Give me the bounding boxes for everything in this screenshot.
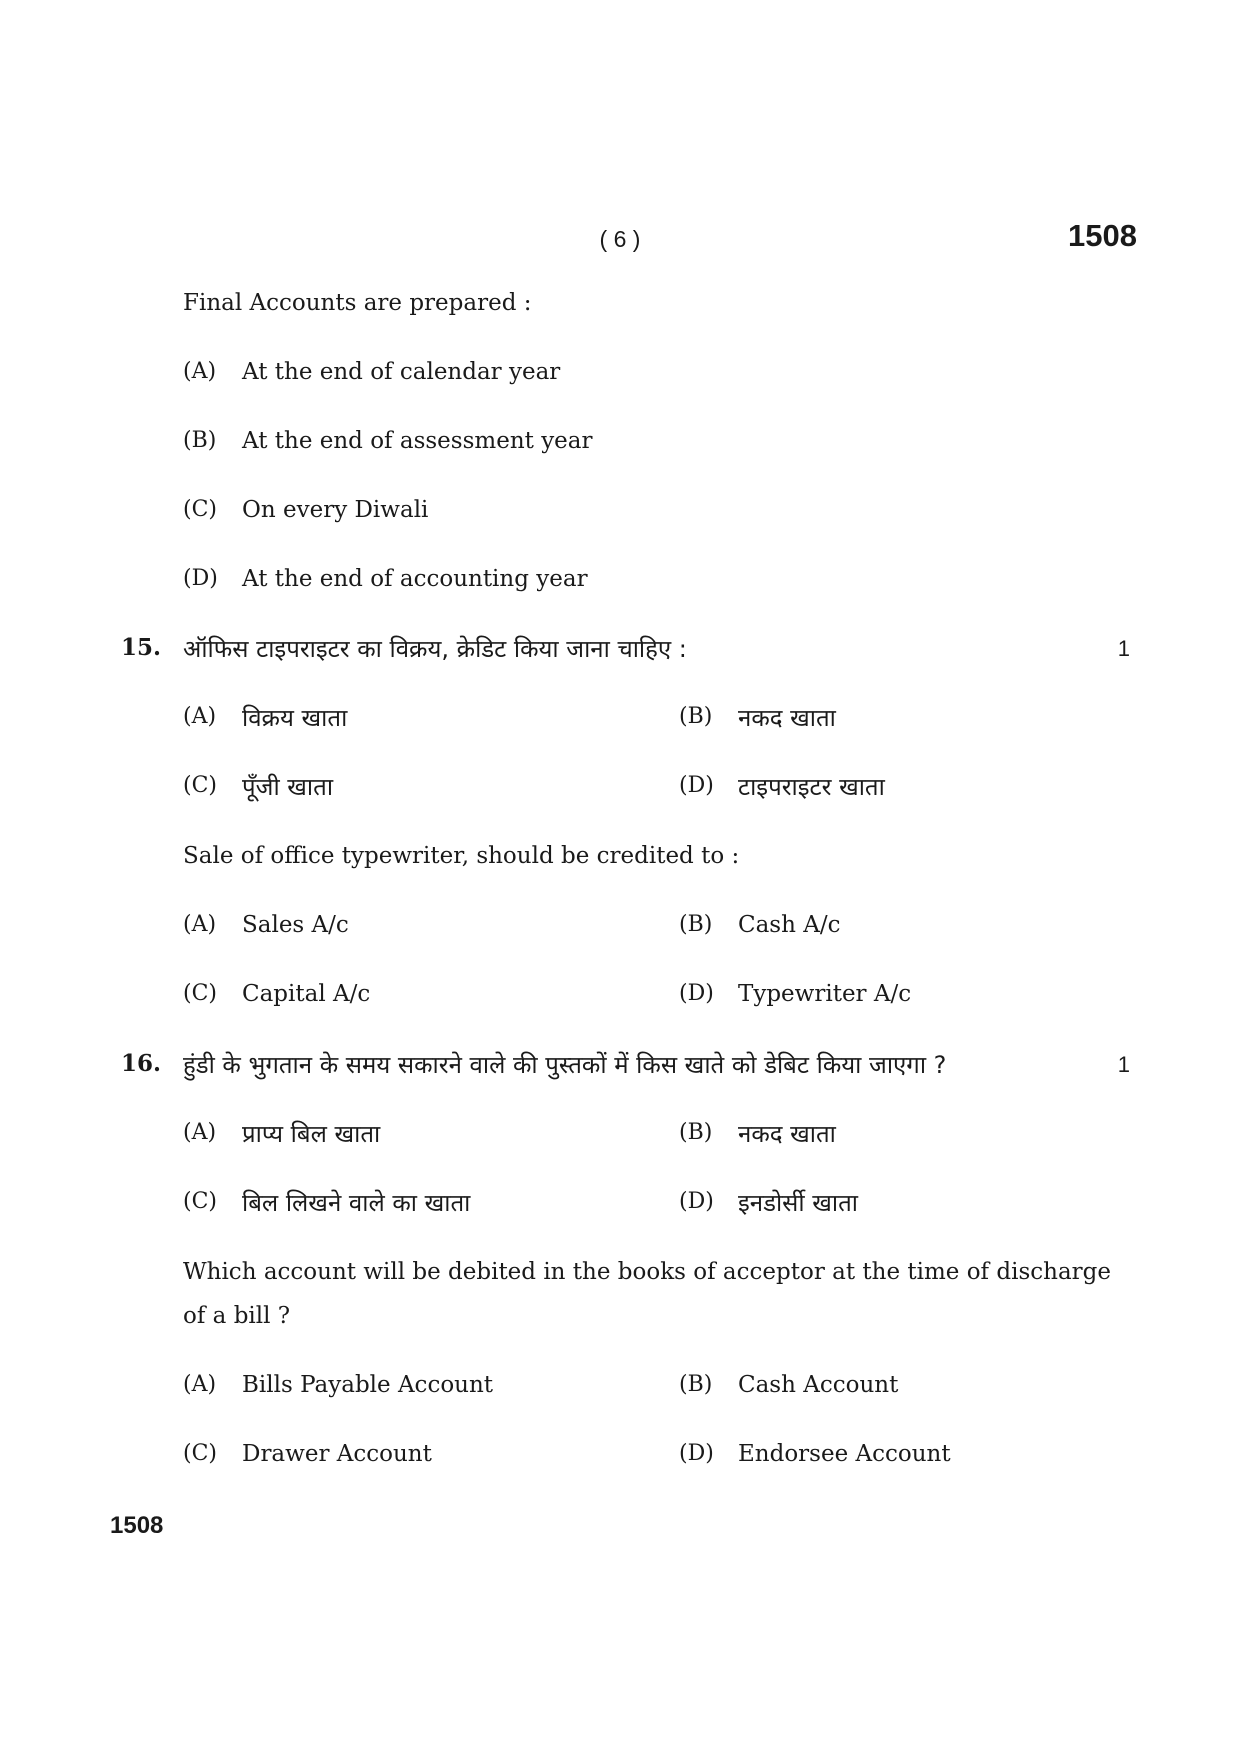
option-text: पूँजी खाता: [242, 773, 334, 801]
option-letter: (B): [679, 704, 713, 729]
option-text: Endorsee Account: [738, 1441, 951, 1467]
q16-question-hi: हुंडी के भुगतान के समय सकारने वाले की पुस्तकों में किस खाते को डेबिट किया जाएगा ?: [183, 1051, 947, 1079]
option-text: Bills Payable Account: [242, 1372, 494, 1398]
paper-code-header: 1508: [1068, 218, 1137, 253]
option-text: Cash Account: [738, 1372, 899, 1398]
question-number: 16.: [121, 1050, 162, 1077]
option-letter: (B): [679, 1120, 713, 1145]
option-letter: (C): [183, 1441, 217, 1466]
option-text: Typewriter A/c: [738, 981, 912, 1007]
question-number: 15.: [121, 634, 162, 661]
q14-question-en: Final Accounts are prepared :: [183, 290, 532, 316]
option-text: At the end of calendar year: [242, 359, 561, 385]
option-letter: (C): [183, 497, 217, 522]
q15-question-hi: ऑफिस टाइपराइटर का विक्रय, क्रेडिट किया जाना चाहिए :: [183, 635, 687, 663]
option-text: At the end of accounting year: [242, 566, 588, 592]
option-letter: (C): [183, 1189, 217, 1214]
option-text: टाइपराइटर खाता: [738, 773, 885, 801]
option-letter: (A): [183, 1372, 217, 1397]
option-letter: (D): [679, 1441, 714, 1466]
option-text: विक्रय खाता: [242, 704, 348, 732]
q15-question-en: Sale of office typewriter, should be credited to :: [183, 843, 740, 869]
option-letter: (A): [183, 912, 217, 937]
option-text: नकद खाता: [738, 1120, 836, 1148]
option-letter: (D): [183, 566, 218, 591]
option-letter: (B): [183, 428, 217, 453]
option-text: At the end of assessment year: [242, 428, 593, 454]
option-letter: (C): [183, 981, 217, 1006]
option-letter: (C): [183, 773, 217, 798]
option-text: Sales A/c: [242, 912, 349, 938]
option-text: On every Diwali: [242, 497, 429, 523]
paper-code-footer: 1508: [110, 1512, 164, 1539]
option-letter: (A): [183, 359, 217, 384]
option-text: बिल लिखने वाले का खाता: [242, 1189, 471, 1217]
question-marks: 1: [1117, 1052, 1130, 1077]
option-text: प्राप्य बिल खाता: [242, 1120, 381, 1148]
option-letter: (D): [679, 773, 714, 798]
page-number: ( 6 ): [599, 226, 641, 252]
option-text: नकद खाता: [738, 704, 836, 732]
option-letter: (D): [679, 981, 714, 1006]
option-letter: (B): [679, 912, 713, 937]
q16-question-en-line1: Which account will be debited in the books of acceptor at the time of discharge: [183, 1259, 1111, 1285]
option-text: Cash A/c: [738, 912, 841, 938]
option-text: Drawer Account: [242, 1441, 432, 1467]
option-text: इनडोर्सी खाता: [738, 1189, 858, 1217]
question-marks: 1: [1117, 636, 1130, 661]
option-text: Capital A/c: [242, 981, 371, 1007]
q16-question-en-line2: of a bill ?: [183, 1303, 291, 1329]
option-letter: (D): [679, 1189, 714, 1214]
option-letter: (A): [183, 1120, 217, 1145]
option-letter: (B): [679, 1372, 713, 1397]
option-letter: (A): [183, 704, 217, 729]
